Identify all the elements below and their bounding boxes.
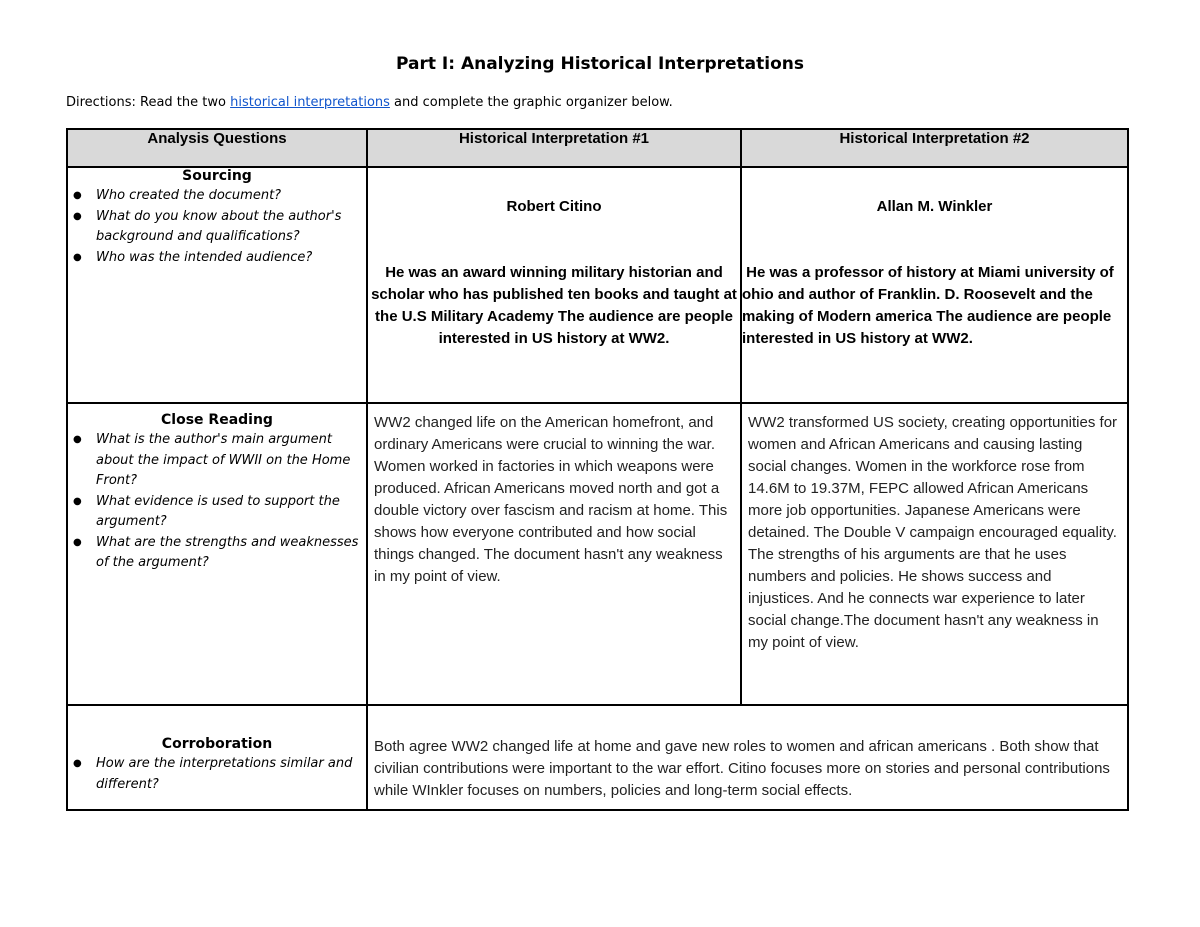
sourcing-question-list xyxy=(68,186,366,268)
interp2-sourcing-text: He was a professor of history at Miami university of ohio and author of Franklin. D. Roosevelt and the making of Modern america The audience are people interested in US history at WW2. xyxy=(742,264,1118,347)
sourcing-questions-cell xyxy=(67,167,367,403)
directions-prefix: Directions: Read the two xyxy=(66,95,231,110)
close-reading-question-list xyxy=(68,430,366,574)
sourcing-title: Sourcing xyxy=(182,168,252,184)
close-reading-question: ● What are the strengths and weaknesses of the argument? xyxy=(96,533,366,574)
close-reading-title: Close Reading xyxy=(161,412,273,428)
close-reading-question: ● What is the author's main argument about the impact of WWII on the Home Front? xyxy=(96,430,366,492)
corroboration-answer-text: Both agree WW2 changed life at home and gave new roles to women and african americans . Both show that civilian contributions were important to the war effort. Citino focuses more on stories and personal contributions while WInkler focuses on numbers, policies and long-term social effects. xyxy=(374,738,1110,799)
corroboration-questions-cell xyxy=(67,705,367,810)
close-reading-interp1-cell[interactable] xyxy=(367,403,741,705)
historical-interpretations-link[interactable]: historical interpretations xyxy=(230,95,390,110)
interp2-close-reading-text: WW2 transformed US society, creating opportunities for women and African Americans and causing lasting social changes. Women in the workforce rose from 14.6M to 19.37M, FEPC allowed African Americans more job opportunities. Japanese Americans were detained. The Double V campaign encouraged equality. The strengths of his arguments are that he uses numbers and policies. He shows success and injustices. And he connects war experience to later social change.The document hasn't any weakness in my point of view. xyxy=(748,414,1118,651)
page-title: Part I: Analyzing Historical Interpretations xyxy=(396,54,804,74)
sourcing-interp2-cell[interactable] xyxy=(741,167,1128,403)
corroboration-question: ● How are the interpretations similar and different? xyxy=(96,754,366,795)
interp2-author: Allan M. Winkler xyxy=(876,198,993,215)
close-reading-questions-cell xyxy=(67,403,367,705)
close-reading-interp2-cell[interactable] xyxy=(741,403,1128,705)
header-analysis-questions: Analysis Questions xyxy=(67,129,367,167)
directions-text xyxy=(66,95,673,110)
sourcing-question: ● What do you know about the author's background and qualifications? xyxy=(96,207,366,248)
close-reading-row xyxy=(67,403,1128,705)
header-row xyxy=(67,129,1128,167)
interp1-sourcing-text: He was an award winning military historian and scholar who has published ten books and taught at the U.S Military Academy The audience are people interested in US history at WW2. xyxy=(371,264,737,347)
corroboration-answer-cell[interactable] xyxy=(367,705,1128,810)
corroboration-question-list xyxy=(68,754,366,795)
directions-suffix: and complete the graphic organizer below. xyxy=(389,95,673,110)
sourcing-question: ● Who created the document? xyxy=(96,186,366,207)
sourcing-interp1-cell[interactable] xyxy=(367,167,741,403)
header-interpretation-2: Historical Interpretation #2 xyxy=(741,129,1128,167)
interp1-close-reading-text: WW2 changed life on the American homefront, and ordinary Americans were crucial to winning the war. Women worked in factories in which weapons were produced. African Americans moved north and got a double victory over fascism and racism at home. This shows how everyone contributed and how social things changed. The document hasn't any weakness in my point of view. xyxy=(374,414,728,585)
close-reading-question: ● What evidence is used to support the argument? xyxy=(96,492,366,533)
sourcing-question: ● Who was the intended audience? xyxy=(96,248,366,269)
corroboration-row xyxy=(67,705,1128,810)
sourcing-row xyxy=(67,167,1128,403)
corroboration-title: Corroboration xyxy=(161,736,273,752)
graphic-organizer-table xyxy=(66,128,1129,811)
header-interpretation-1: Historical Interpretation #1 xyxy=(367,129,741,167)
interp1-author: Robert Citino xyxy=(506,198,602,215)
